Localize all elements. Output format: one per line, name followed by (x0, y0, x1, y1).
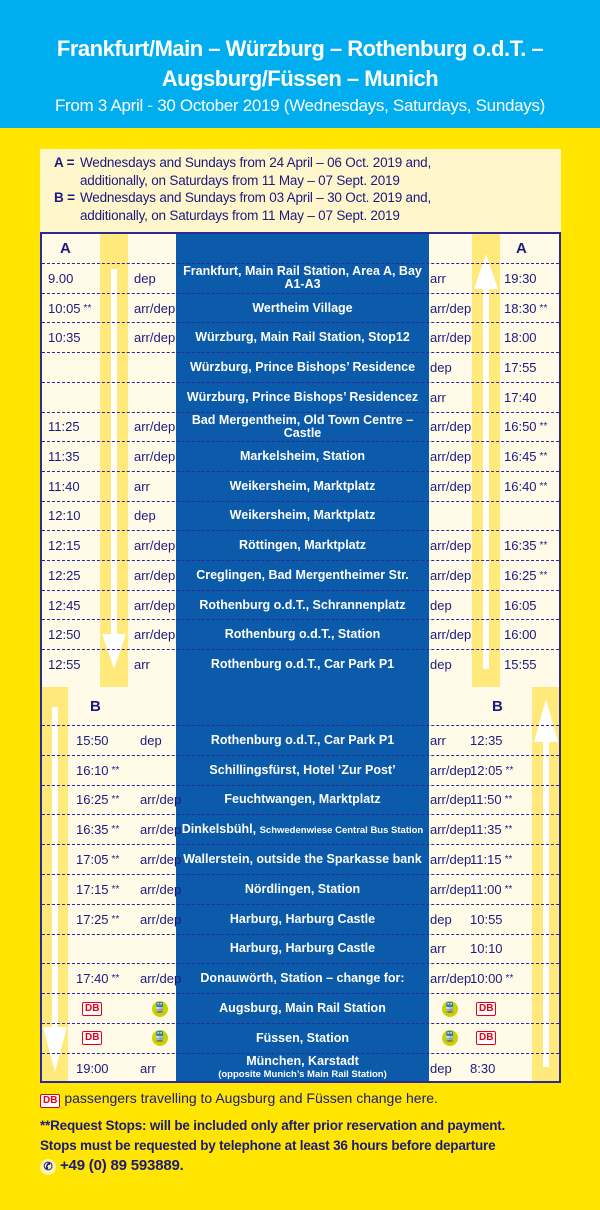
return-time (470, 905, 506, 934)
stop-type: arr (430, 732, 446, 748)
table-row (42, 934, 559, 964)
table-row (42, 382, 559, 412)
stop-name-text: Feuchtwangen, Marktplatz (224, 792, 381, 807)
departure-time (76, 726, 112, 755)
departure-time (48, 413, 83, 442)
time: 16:50 (504, 419, 537, 435)
db-badge: DB (476, 1031, 496, 1045)
table-row (42, 874, 559, 904)
stop-name (176, 323, 429, 352)
title-line-2: Augsburg/Füssen – Munich (161, 66, 439, 91)
stop-name (176, 502, 429, 531)
return-time (470, 726, 506, 755)
departure-time (76, 1054, 112, 1083)
stop-name-text: Donauwörth, Station – change for: (200, 971, 405, 986)
train-icon: 🚆 (442, 1024, 458, 1053)
table-row (42, 1053, 559, 1083)
departure-time (48, 561, 84, 590)
time: 12:05 (470, 762, 503, 778)
stop-type: arr/dep (430, 567, 472, 583)
table-row (42, 1023, 559, 1053)
stop-type: arr/dep (430, 627, 472, 643)
request-stop-mark: ** (504, 794, 513, 806)
departure-time (48, 383, 51, 412)
time: 18:30 (504, 300, 537, 316)
return-time (470, 756, 513, 785)
phone-icon: ✆ (40, 1159, 56, 1175)
db-logo-icon (476, 994, 496, 1023)
stop-name-text: Augsburg, Main Rail Station (219, 1001, 386, 1016)
departure-time (48, 531, 84, 560)
request-stop-mark: ** (539, 540, 548, 552)
departure-time (48, 442, 83, 471)
stop-name-text: Rothenburg o.d.T., Car Park P1 (210, 732, 395, 747)
time: 12:25 (48, 567, 81, 583)
request-stop-mark: ** (539, 421, 548, 433)
request-stop-mark: ** (504, 824, 513, 836)
stop-type: arr/dep (430, 449, 472, 465)
stop-type: dep (134, 270, 156, 286)
time: 16:25 (504, 567, 537, 583)
stop-name (176, 875, 429, 904)
legend-text: Wednesdays and Sundays from 24 April – 06 Oct. 2019 and, (80, 155, 432, 170)
departure-time (76, 935, 79, 964)
stop-name (176, 383, 429, 412)
stop-name-text: Rothenburg o.d.T., Car Park P1 (210, 656, 395, 671)
train-icon: 🚆 (442, 994, 458, 1023)
time: 16:35 (76, 822, 109, 838)
time: 19:00 (76, 1060, 109, 1076)
stop-name-text: Schillingsfürst, Hotel ‘Zur Post’ (209, 762, 396, 777)
time: 9.00 (48, 270, 74, 286)
request-stop-mark: ** (111, 913, 120, 925)
departure-time (76, 964, 119, 993)
train-icon: 🚆 (152, 994, 168, 1023)
return-time (470, 964, 513, 993)
stop-detail: (opposite Munich’s Main Rail Station) (218, 1069, 387, 1081)
stop-type: arr/dep (430, 822, 472, 838)
stop-name (176, 845, 429, 874)
time: 10:05 (48, 300, 81, 316)
db-note (40, 1090, 438, 1108)
stop-type: dep (430, 656, 452, 672)
stop-name-text: Dinkelsbühl, (181, 821, 257, 836)
time: 11:35 (48, 449, 80, 465)
departure-time (48, 620, 84, 649)
stop-name (176, 264, 429, 293)
time: 8:30 (470, 1060, 496, 1076)
table-row (42, 963, 559, 993)
stop-name (176, 756, 429, 785)
request-stop-mark: ** (504, 883, 513, 895)
stop-name-text: Harburg, Harburg Castle (229, 941, 376, 956)
request-line-1: **Request Stops: will be included only after prior reservation and payment. (40, 1118, 506, 1133)
stop-type: dep (140, 732, 162, 748)
stop-type: arr (430, 941, 446, 957)
time: 11:35 (470, 822, 502, 838)
legend-text: Wednesdays and Sundays from 03 April – 30 Oct. 2019 and, (80, 190, 432, 205)
stop-name-text: Wallerstein, outside the Sparkasse bank (183, 852, 422, 867)
table-row (42, 501, 559, 531)
time: 10:35 (48, 330, 81, 346)
return-time (504, 442, 547, 471)
table-row (42, 619, 559, 649)
time: 17:40 (504, 389, 537, 405)
return-time (470, 1054, 498, 1083)
time: 15:55 (504, 656, 537, 672)
table-row (42, 471, 559, 501)
time: 16:25 (76, 792, 109, 808)
time: 11:00 (470, 881, 502, 897)
db-logo-icon (82, 994, 102, 1023)
stop-name (176, 591, 429, 620)
stop-name-text: Rothenburg o.d.T., Station (224, 627, 381, 642)
time: 11:15 (470, 852, 502, 868)
stop-type: arr/dep (134, 567, 176, 583)
return-time (504, 620, 540, 649)
stop-type: arr/dep (134, 419, 176, 435)
request-stop-mark: ** (539, 302, 548, 314)
return-time (470, 935, 506, 964)
request-stop-mark: ** (539, 480, 548, 492)
stop-name-text: Würzburg, Prince Bishops’ Residence (189, 359, 416, 374)
departure-time (48, 294, 91, 323)
subtitle: From 3 April - 30 October 2019 (Wednesdays, Saturdays, Sundays) (54, 96, 546, 115)
stop-type: dep (430, 911, 452, 927)
stop-name-text: Wertheim Village (252, 300, 353, 315)
time: 15:50 (76, 732, 109, 748)
departure-time (76, 815, 119, 844)
return-time (504, 650, 540, 679)
stop-type: arr/dep (430, 300, 472, 316)
departure-time (76, 905, 119, 934)
legend-text: additionally, on Saturdays from 11 May – 07 Sept. 2019 (80, 172, 400, 188)
request-stop-mark: ** (111, 794, 120, 806)
stop-type: arr/dep (134, 538, 176, 554)
request-stop-mark: ** (111, 764, 120, 776)
return-time (470, 815, 512, 844)
time: 17:40 (76, 971, 109, 987)
departure-time (48, 323, 84, 352)
time: 16:40 (504, 478, 537, 494)
stop-name-text: Weikersheim, Marktplatz (229, 508, 376, 523)
table-row (42, 322, 559, 352)
request-stop-mark: ** (539, 569, 548, 581)
departure-time (76, 786, 119, 815)
db-logo-icon: DB (40, 1094, 60, 1108)
return-time (504, 591, 540, 620)
request-stop-mark: ** (539, 451, 548, 463)
stop-type: arr/dep (140, 852, 182, 868)
stop-name (176, 1054, 429, 1083)
return-time (504, 383, 540, 412)
legend-key-b: B = (54, 190, 75, 205)
section-header-sectionA (42, 234, 559, 263)
header (0, 0, 600, 128)
stop-name-text: Füssen, Station (255, 1030, 350, 1045)
request-stop-mark: ** (83, 302, 92, 314)
time: 12:10 (48, 508, 81, 524)
request-stops-note (40, 1116, 505, 1176)
stop-type: dep (430, 359, 452, 375)
time: 11:40 (48, 478, 80, 494)
table-row (42, 844, 559, 874)
table-row (42, 993, 559, 1023)
stop-type: arr/dep (430, 538, 472, 554)
stop-name (176, 561, 429, 590)
time: 17:05 (76, 852, 109, 868)
return-time (470, 845, 512, 874)
stop-name-text: Markelsheim, Station (239, 449, 366, 464)
section-label: A (516, 240, 527, 257)
time: 11:50 (470, 792, 502, 808)
timetable (40, 232, 561, 1083)
table-row (42, 649, 559, 679)
request-stop-mark: ** (111, 883, 120, 895)
departure-time (76, 845, 119, 874)
stop-type: arr/dep (430, 419, 472, 435)
departure-time (48, 264, 76, 293)
return-time (504, 472, 547, 501)
db-badge: DB (82, 1002, 102, 1016)
stop-name (176, 650, 429, 679)
stop-type: arr/dep (430, 881, 472, 897)
legend-key-a: A = (54, 155, 75, 170)
stop-name-text: Frankfurt, Main Rail Station, Area A, Bay A1-A3 (183, 264, 422, 292)
time: 16:35 (504, 538, 537, 554)
departure-time (48, 353, 51, 382)
time: 18:00 (504, 330, 537, 346)
departure-time (48, 502, 84, 531)
stop-type: arr/dep (430, 478, 472, 494)
stop-type: arr/dep (430, 762, 472, 778)
stop-name (176, 786, 429, 815)
table-row (42, 755, 559, 785)
time: 10:00 (470, 971, 503, 987)
time: 10:10 (470, 941, 503, 957)
table-row (42, 590, 559, 620)
departure-time (76, 875, 119, 904)
stop-detail: Schwedenwiese Central Bus Station (259, 824, 424, 836)
stop-name (176, 413, 429, 442)
stop-type: dep (134, 508, 156, 524)
stop-name-text: Harburg, Harburg Castle (229, 911, 376, 926)
db-badge: DB (82, 1031, 102, 1045)
title-line-1: Frankfurt/Main – Würzburg – Rothenburg o.d.T. – (56, 36, 544, 61)
stop-type: arr/dep (134, 627, 176, 643)
stop-type: arr (134, 656, 150, 672)
time: 10:55 (470, 911, 503, 927)
time: 16:45 (504, 449, 537, 465)
table-row (42, 352, 559, 382)
stop-type: arr/dep (430, 852, 472, 868)
request-stop-mark: ** (111, 824, 120, 836)
time: 12:55 (48, 656, 81, 672)
return-time (504, 561, 547, 590)
return-time (504, 413, 547, 442)
return-time (504, 502, 507, 531)
table-row (42, 560, 559, 590)
request-stop-mark: ** (504, 854, 513, 866)
return-time (504, 353, 540, 382)
time: 17:55 (504, 359, 537, 375)
section-label: B (492, 697, 503, 715)
table-row (42, 441, 559, 471)
stop-type: arr (134, 478, 150, 494)
stop-type: arr/dep (140, 792, 182, 808)
table-row (42, 412, 559, 442)
request-stop-mark: ** (111, 973, 120, 985)
request-stop-mark: ** (505, 973, 514, 985)
stop-type: arr/dep (140, 911, 182, 927)
return-time (504, 531, 547, 560)
stop-type: dep (430, 1060, 452, 1076)
legend-text: additionally, on Saturdays from 11 May – 07 Sept. 2019 (80, 207, 400, 223)
stop-name (176, 726, 429, 755)
stop-type: dep (430, 597, 452, 613)
time: 16:05 (504, 597, 537, 613)
table-row (42, 785, 559, 815)
train-icon: 🚆 (152, 1024, 168, 1053)
time: 16:00 (504, 627, 537, 643)
db-badge: DB (476, 1002, 496, 1016)
stop-type: arr/dep (134, 597, 176, 613)
stop-name-text: München, Karstadt (246, 1054, 359, 1069)
time: 12:15 (48, 538, 81, 554)
return-time (470, 875, 512, 904)
time: 11:25 (48, 419, 80, 435)
stop-name (176, 964, 429, 993)
stop-type: arr/dep (430, 971, 472, 987)
section-header-sectionB (42, 687, 559, 725)
table-row (42, 814, 559, 844)
table-row (42, 263, 559, 293)
table-row (42, 530, 559, 560)
time: 19:30 (504, 270, 537, 286)
stop-type: arr/dep (140, 822, 182, 838)
time: 17:15 (76, 881, 109, 897)
stop-name (176, 994, 429, 1023)
time: 16:10 (76, 762, 109, 778)
table-row (42, 904, 559, 934)
request-stop-mark: ** (111, 854, 120, 866)
phone-number[interactable]: +49 (0) 89 593889. (60, 1157, 184, 1174)
time: 12:35 (470, 732, 503, 748)
stop-name (176, 620, 429, 649)
stop-name (176, 1024, 429, 1053)
section-label: A (60, 240, 71, 257)
stop-type: arr/dep (140, 971, 182, 987)
stop-name (176, 472, 429, 501)
stop-type: arr/dep (134, 330, 176, 346)
stop-name-text: Rothenburg o.d.T., Schrannenplatz (199, 597, 406, 612)
stop-type: arr/dep (430, 330, 472, 346)
time: 17:25 (76, 911, 109, 927)
return-time (504, 264, 540, 293)
time: 12:45 (48, 597, 81, 613)
stop-name (176, 353, 429, 382)
table-row (42, 725, 559, 755)
stop-name-text: Weikersheim, Marktplatz (229, 478, 376, 493)
stop-type: arr/dep (134, 449, 176, 465)
departure-time (48, 472, 83, 501)
stop-name (176, 935, 429, 964)
request-line-2: Stops must be requested by telephone at least 36 hours before departure (40, 1138, 496, 1153)
db-note-text: passengers travelling to Augsburg and Füssen change here. (64, 1090, 438, 1106)
stop-name-text: Bad Mergentheim, Old Town Centre – Castle (191, 412, 414, 440)
stop-name-text: Creglingen, Bad Mergentheimer Str. (196, 567, 409, 582)
stop-name (176, 531, 429, 560)
table-row (42, 293, 559, 323)
stop-name (176, 294, 429, 323)
departure-time (48, 650, 84, 679)
stop-name-text: Würzburg, Main Rail Station, Stop12 (195, 330, 410, 345)
stop-name (176, 905, 429, 934)
stop-type: arr (140, 1060, 156, 1076)
return-time (504, 323, 540, 352)
return-time (470, 786, 512, 815)
stop-name-text: Würzburg, Prince Bishops’ Residencez (186, 389, 419, 404)
section-label: B (90, 697, 101, 715)
stop-type: arr (430, 389, 446, 405)
db-logo-icon (82, 1024, 102, 1053)
stop-name-text: Nördlingen, Station (244, 881, 361, 896)
time: 12:50 (48, 627, 81, 643)
departure-time (76, 756, 119, 785)
stop-type: arr (430, 270, 446, 286)
db-logo-icon (476, 1024, 496, 1053)
request-stop-mark: ** (505, 764, 514, 776)
stop-name-text: Röttingen, Marktplatz (238, 538, 367, 553)
legend (40, 149, 561, 233)
stop-type: arr/dep (430, 792, 472, 808)
stop-name (176, 815, 429, 844)
stop-type: arr/dep (134, 300, 176, 316)
stop-name (176, 442, 429, 471)
return-time (504, 294, 547, 323)
stop-type: arr/dep (140, 881, 182, 897)
departure-time (48, 591, 84, 620)
